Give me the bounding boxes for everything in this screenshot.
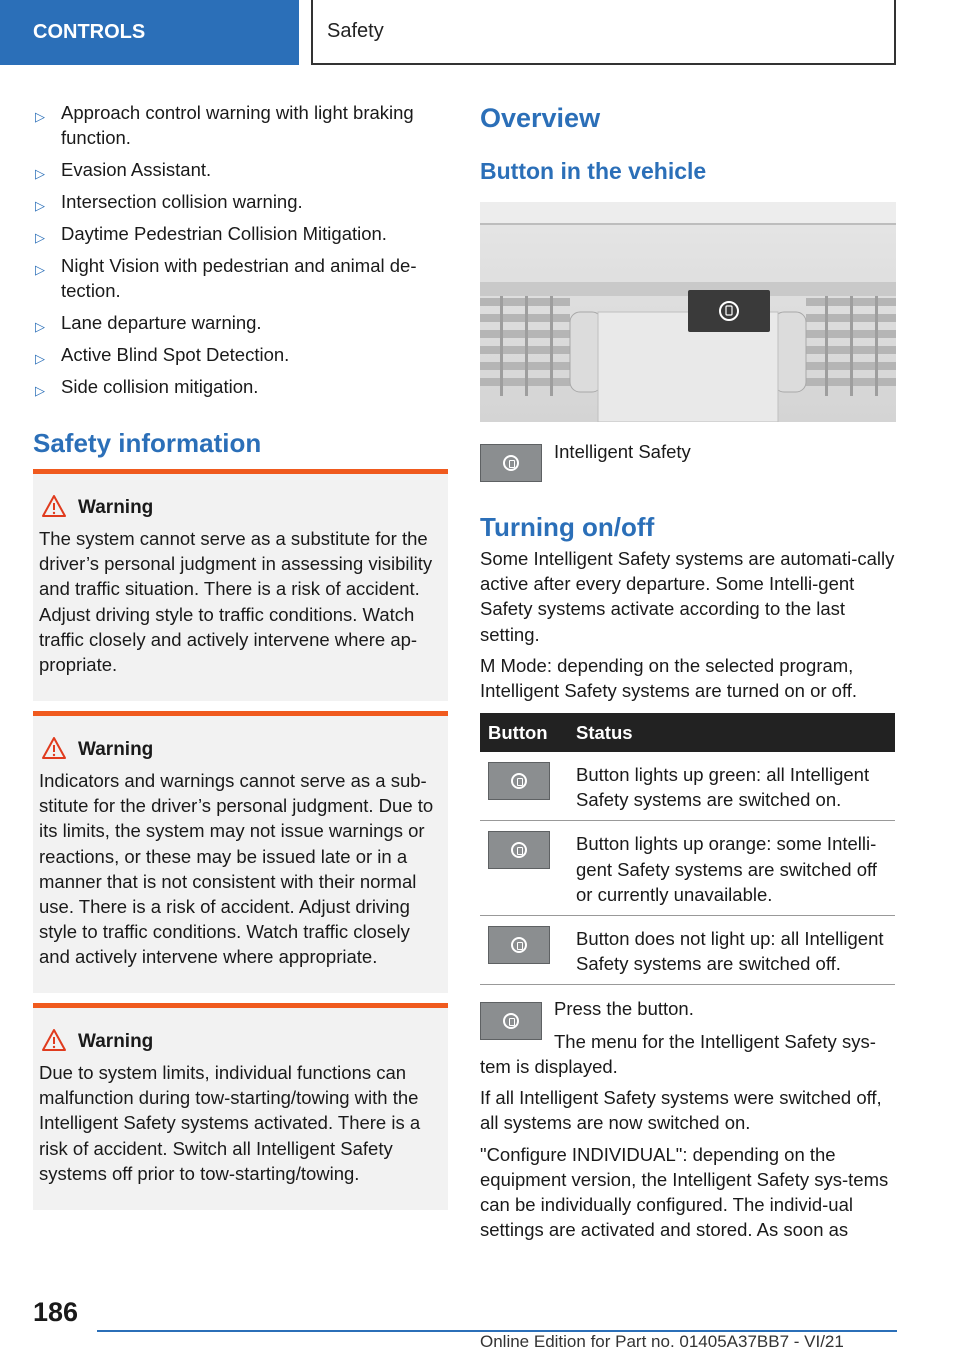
button-caption: Intelligent Safety	[554, 441, 691, 462]
list-item: ▷ Night Vision with pedestrian and animal de-tection.	[35, 255, 417, 301]
table-row	[480, 821, 895, 916]
warning-triangle-icon	[41, 1028, 67, 1052]
status-table	[480, 713, 895, 985]
warning-box	[33, 711, 448, 993]
intelligent-safety-button-icon	[488, 926, 550, 964]
safety-info-heading: Safety information	[33, 428, 262, 458]
intelligent-safety-button-icon	[480, 1002, 542, 1040]
warning-triangle-icon	[41, 494, 67, 518]
list-item: ▷ Evasion Assistant.	[33, 157, 448, 182]
triangle-bullet-icon: ▷	[35, 166, 45, 181]
triangle-bullet-icon: ▷	[35, 109, 45, 124]
press-text	[480, 1054, 895, 1242]
status-text: Button lights up orange: some Intelli-gent Safety systems are switched off or currently unavailable.	[568, 821, 895, 916]
intelligent-safety-button-icon	[488, 762, 550, 800]
paragraph: If all Intelligent Safety systems were switched off, all systems are now switched on.	[480, 1087, 882, 1134]
triangle-bullet-icon: ▷	[35, 351, 45, 366]
status-text: Button lights up green: all Intelligent Safety systems are switched on.	[568, 752, 895, 821]
list-item: ▷ Lane departure warning.	[33, 310, 448, 335]
triangle-bullet-icon: ▷	[35, 198, 45, 213]
press-button-text: Press the button.	[554, 998, 694, 1019]
table-row	[480, 916, 895, 985]
intelligent-safety-button-icon	[488, 831, 550, 869]
menu-displayed-text: The menu for the Intelligent Safety sys-	[554, 1031, 876, 1052]
feature-list	[33, 100, 448, 399]
paragraph: tem is displayed.	[480, 1056, 618, 1077]
status-text: Button does not light up: all Intelligent Safety systems are switched off.	[568, 916, 895, 985]
overview-heading: Overview	[480, 103, 601, 133]
warning-text: The system cannot serve as a substitute for the driver’s personal judgment in assessing visibility and traffic situation. There is a risk of accident. Adjust driving style to traffic conditions. Watch traffic closely and actively intervene where ap-propriate.	[39, 528, 433, 676]
warning-box	[33, 469, 448, 701]
warning-text: Indicators and warnings cannot serve as a sub-stitute for the driver’s personal judgment. Due to its limits, the system may not issue warnings or reactions, or these may be issued late or in a manner that is not consistent with their normal use. There is a risk of accident. Adjust driving style to traffic conditions. Watch traffic closely and actively intervene where appropriate.	[39, 770, 434, 968]
paragraph: M Mode: depending on the selected program, Intelligent Safety systems are turned on or off.	[480, 654, 858, 702]
edition-text: Online Edition for Part no. 01405A37BB7 - VI/21	[480, 1332, 844, 1351]
page-number: 186	[33, 1297, 79, 1327]
column-header: Status	[568, 713, 895, 752]
triangle-bullet-icon: ▷	[35, 383, 45, 398]
triangle-bullet-icon: ▷	[35, 230, 45, 245]
warning-title: Warning	[78, 739, 154, 760]
turning-on-off-heading: Turning on/off	[480, 512, 655, 542]
list-item: ▷ Daytime Pedestrian Collision Mitigation.	[33, 221, 448, 246]
column-header: Button	[480, 713, 568, 752]
page-title: Safety	[311, 0, 896, 65]
list-item: ▷ Side collision mitigation.	[33, 374, 448, 399]
table-row	[480, 752, 895, 821]
turning-text	[480, 546, 895, 703]
warning-text: Due to system limits, individual functions can malfunction during tow-starting/towing with the Intelligent Safety systems activated. There is a risk of accident. Switch all Intelligent Safety systems off prior to tow-starting/towing.	[39, 1062, 421, 1184]
warning-title: Warning	[78, 1031, 154, 1052]
dashboard-button-illustration	[480, 202, 896, 422]
warning-triangle-icon	[41, 736, 67, 760]
triangle-bullet-icon: ▷	[35, 262, 45, 277]
triangle-bullet-icon: ▷	[35, 319, 45, 334]
paragraph: Some Intelligent Safety systems are automati-cally active after every departure. Some Intelli-gent Safety systems activate according to the last setting.	[480, 548, 895, 645]
list-item: ▷ Active Blind Spot Detection.	[33, 342, 448, 367]
section-tab: CONTROLS	[0, 0, 299, 65]
warning-title: Warning	[78, 497, 154, 518]
paragraph: "Configure INDIVIDUAL": depending on the equipment version, the Intelligent Safety sys-tems can be individually configured. The individ-ual settings are activated and stored. As soon as	[480, 1143, 889, 1241]
list-item: ▷ Approach control warning with light braking function.	[35, 102, 414, 148]
warning-box	[33, 1003, 448, 1210]
left-column	[33, 100, 448, 406]
button-in-vehicle-heading: Button in the vehicle	[480, 158, 707, 184]
list-item: ▷ Intersection collision warning.	[33, 189, 448, 214]
intelligent-safety-button-icon	[480, 444, 542, 482]
